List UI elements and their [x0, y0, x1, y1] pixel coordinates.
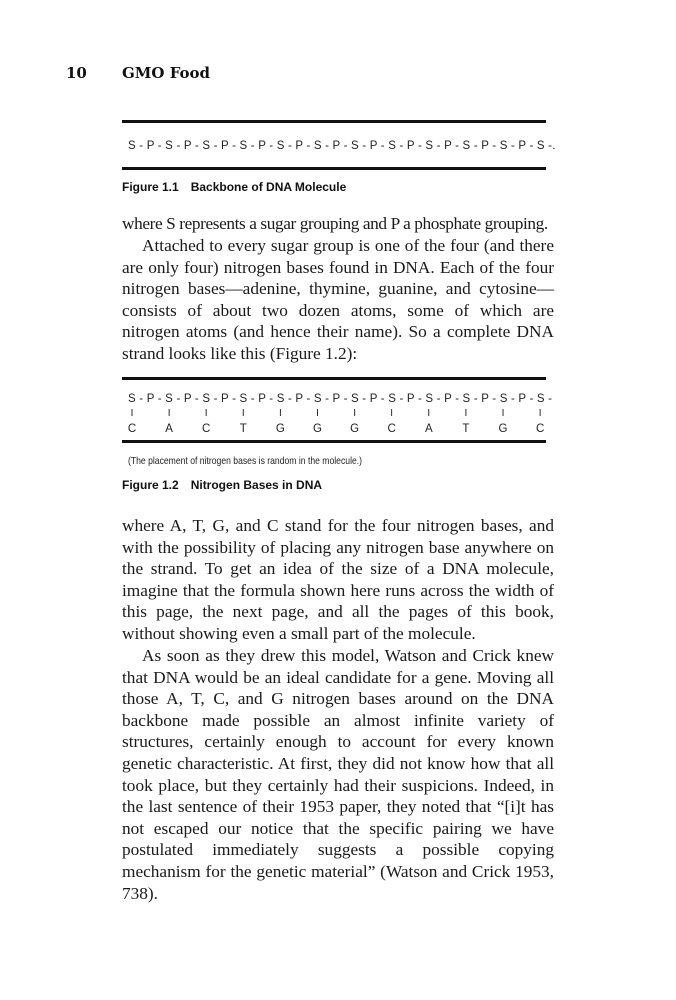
paragraph: where S represents a sugar grouping and P a phosphate grouping. — [122, 214, 548, 233]
nitrogen-base: T — [462, 423, 470, 435]
bond-mark: I — [501, 408, 505, 419]
paragraph: where A, T, G, and C stand for the four nitrogen bases, and with the possibility of placing any nitrogen base anywhere on the strand. To get an idea of the size of a DNA molecule, imagine that the formula shown here runs across the width of this page, the next page, and all the pages of this book, without showing even a small part of the molecule. — [122, 516, 554, 643]
nitrogen-base: G — [350, 423, 360, 435]
bond-mark: I — [353, 408, 356, 419]
nitrogen-base: G — [498, 423, 508, 435]
page-number: 10 — [66, 64, 87, 82]
bond-mark: I — [241, 408, 245, 419]
bond-mark: I — [204, 408, 208, 419]
nitrogen-base: C — [202, 423, 211, 435]
figure-bottom-rule — [122, 167, 546, 170]
bond-mark: I — [279, 408, 282, 419]
bond-mark: I — [167, 408, 171, 419]
figure-1-2 — [122, 377, 553, 443]
nitrogen-base: G — [275, 423, 285, 435]
figure-title: Backbone of DNA Molecule — [190, 180, 347, 194]
figure-title: Nitrogen Bases in DNA — [190, 478, 323, 492]
figure-note: (The placement of nitrogen bases is random in the molecule.) — [128, 455, 363, 467]
bond-mark: I — [538, 408, 542, 419]
nitrogen-base: T — [239, 423, 247, 435]
nitrogen-base: C — [387, 423, 396, 435]
figure-number: Figure 1.1 — [122, 180, 179, 194]
figure-caption — [122, 478, 322, 492]
figure-top-rule — [122, 377, 546, 380]
bond-mark: I — [130, 408, 134, 419]
nitrogen-base: G — [313, 423, 322, 435]
paragraph: Attached to every sugar group is one of the four (and there are only four) nitrogen bases found in DNA. Each of the four nitrogen bases—adenine, thymine, guanine, and cytosine—consists of about two dozen atoms, some of which are nitrogen atoms (and hence their name). So a complete DNA strand looks like this (Figure 1.2): — [122, 236, 554, 363]
bond-mark: I — [464, 408, 468, 419]
figure-1-1 — [122, 120, 556, 170]
nitrogen-base: A — [165, 423, 173, 435]
nitrogen-base: C — [127, 423, 137, 435]
figure-bottom-rule — [122, 440, 546, 443]
bond-mark: I — [427, 408, 431, 419]
bond-mark: I — [316, 408, 319, 419]
nitrogen-base: A — [424, 423, 433, 435]
dna-strand — [122, 393, 553, 435]
figure-top-rule — [122, 120, 546, 123]
paragraph: As soon as they drew this model, Watson and Crick knew that DNA would be an ideal candidate for a gene. Moving all those A, T, C, and G nitrogen bases around on the DNA backbone made possible an almost infinite variety of structures, certainly enough to account for every known genetic characteristic. At first, they did not know how that all took place, but they certainly had their suspicions. Indeed, in the last sentence of their 1953 paper, they noted that “[i]t has not escaped our notice that the specific pairing we have postulated immediately suggests a possible copying mechanism for the genetic material” (Watson and Crick 1953, 738). — [122, 646, 554, 903]
dna-backbone-formula: S - P - S - P - S - P - S - P - S - P - S - P - S - P - S - P - S - P - S - P - S - P - S -. — [128, 140, 556, 152]
bond-mark: I — [390, 408, 394, 419]
running-head — [66, 64, 210, 82]
book-title: GMO Food — [122, 64, 211, 82]
nitrogen-base: C — [535, 423, 545, 435]
dna-backbone-formula: S - P - S - P - S - P - S - P - S - P - S - P - S - P - S - P - S - P - S - P - S - P - S - — [128, 393, 553, 405]
figure-number: Figure 1.2 — [122, 478, 179, 492]
figure-caption — [122, 180, 346, 194]
